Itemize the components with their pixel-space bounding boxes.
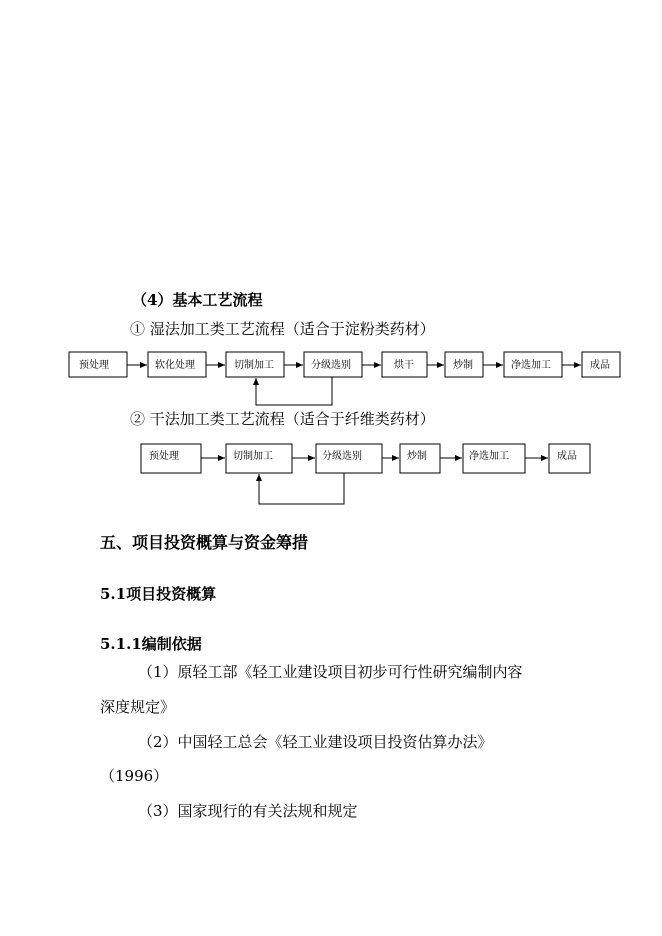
section-5-1-title: 5.1项目投资概算 (100, 585, 217, 603)
basis-item-1-line-1: （1）原轻工部《轻工业建设项目初步可行性研究编制内容 (138, 663, 523, 681)
svg-text:软化处理: 软化处理 (155, 360, 195, 371)
svg-text:炒制: 炒制 (407, 451, 427, 462)
svg-text:预处理: 预处理 (79, 360, 109, 371)
dry-step-fry (400, 444, 440, 473)
chapter-title: 五、项目投资概算与资金筹措 (100, 533, 309, 552)
dry-step-clean (463, 444, 525, 473)
dry-step-cut (226, 444, 292, 473)
svg-text:切制加工: 切制加工 (233, 451, 273, 462)
basis-item-2-line-2: （1996） (100, 767, 169, 785)
svg-text:成品: 成品 (557, 451, 577, 462)
dry-step-product (549, 444, 590, 473)
svg-text:净选加工: 净选加工 (511, 360, 551, 371)
svg-text:分级选别: 分级选别 (311, 360, 351, 371)
dry-step-pretreat (141, 444, 201, 473)
section-5-1-1-title: 5.1.1编制依据 (100, 635, 202, 653)
svg-text:预处理: 预处理 (149, 451, 179, 462)
wet-process-caption: ① 湿法加工类工艺流程（适合于淀粉类药材） (130, 320, 435, 338)
basis-item-1-line-2: 深度规定》 (100, 698, 176, 716)
dry-process-caption: ② 干法加工类工艺流程（适合于纤维类药材） (130, 410, 435, 428)
dry-feedback-loop (259, 473, 344, 504)
svg-text:炒制: 炒制 (453, 360, 473, 371)
basis-item-3: （3）国家现行的有关法规和规定 (138, 802, 358, 820)
svg-text:净选加工: 净选加工 (469, 451, 509, 462)
svg-text:烘干: 烘干 (394, 360, 414, 371)
svg-text:成品: 成品 (590, 360, 610, 371)
svg-text:分级选别: 分级选别 (322, 451, 362, 462)
section-heading: （4）基本工艺流程 (132, 291, 263, 309)
basis-item-2-line-1: （2）中国轻工总会《轻工业建设项目投资估算办法》 (138, 733, 493, 751)
dry-step-grade (316, 444, 382, 473)
svg-text:切制加工: 切制加工 (234, 360, 274, 371)
